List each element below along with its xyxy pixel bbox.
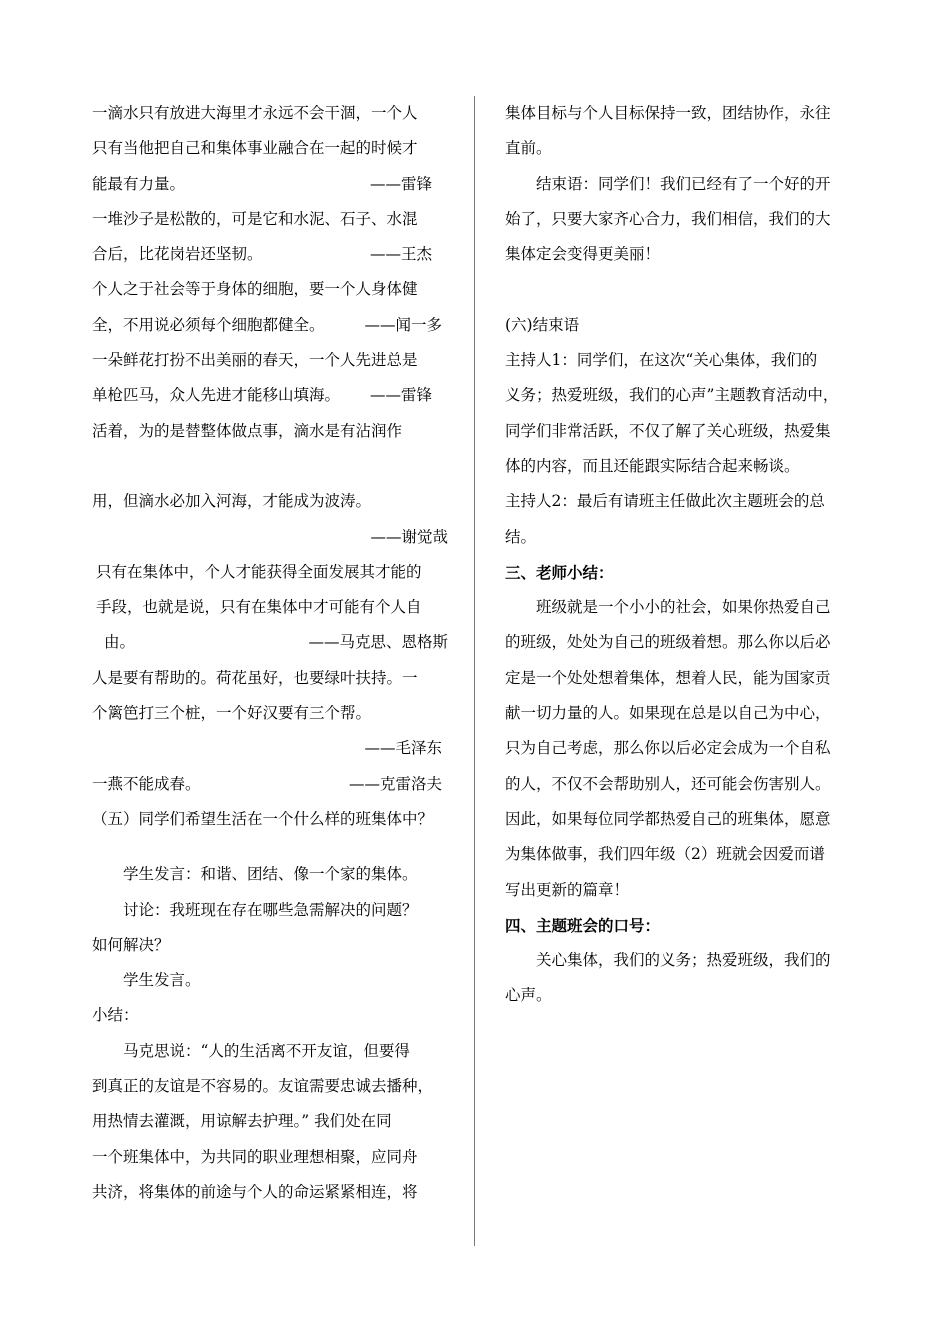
section-heading: 四、主题班会的口号：: [505, 915, 661, 935]
quote-author: ——雷锋: [369, 174, 432, 193]
quote-author: ——克雷洛夫: [348, 774, 442, 793]
quote-author: ——闻一多: [364, 315, 442, 334]
paragraph-line: 主持人2：最后有请班主任做此次主题班会的总: [505, 492, 825, 511]
paragraph-line: 学生发言：和谐、团结、像一个家的集体。: [123, 865, 418, 884]
paragraph-line: 结束语：同学们！我们已经有了一个好的开: [536, 174, 831, 193]
right-column: [505, 96, 865, 1014]
section-heading: (六)结束语: [505, 315, 580, 334]
quote-author: ——毛泽东: [364, 739, 442, 758]
paragraph-line: 马克思说：“人的生活离不开友谊，但要得: [123, 1041, 410, 1060]
paragraph-line: 为集体做事，我们四年级（2）班就会因爱而谱: [505, 845, 825, 864]
paragraph-line: 如何解决？: [92, 935, 170, 954]
paragraph-line: 用热情去灌溉，用谅解去护理。” 我们处在同: [92, 1112, 392, 1131]
section-heading: （五）同学们希望生活在一个什么样的班集体中？: [92, 809, 434, 828]
paragraph-line: 集体目标与个人目标保持一致，团结协作，永往: [505, 104, 831, 122]
spacer: [92, 837, 452, 857]
quote-line: 手段，也就是说，只有在集体中才可能有个人自: [96, 598, 422, 617]
quote-author: ——王杰: [369, 245, 432, 264]
paragraph-line: 写出更新的篇章！: [505, 880, 630, 899]
paragraph-line: 因此，如果每位同学都热爱自己的班集体，愿意: [505, 809, 831, 828]
paragraph-line: 的班级，处处为自己的班级着想。那么你以后必: [505, 633, 831, 652]
quote-author: ——雷锋: [369, 386, 432, 405]
paragraph-line: 只为自己考虑，那么你以后必定会成为一个自私: [505, 739, 831, 758]
quote-attribution-line: 单枪匹马，众人先进才能移山填海。 ——雷锋: [92, 378, 452, 413]
paragraph-line: 学生发言。: [123, 971, 201, 990]
quote-author: ——谢觉哉: [370, 527, 448, 546]
paragraph-line: 讨论：我班现在存在哪些急需解决的问题？: [123, 900, 418, 919]
quote-line: 一堆沙子是松散的，可是它和水泥、石子、水混: [92, 209, 418, 228]
quote-line: 只有当他把自己和集体事业融合在一起的时候才: [92, 139, 418, 158]
paragraph-line: 关心集体，我们的义务；热爱班级，我们的: [536, 951, 831, 970]
paragraph-line: 主持人1：同学们，在这次“关心集体，我们的: [505, 351, 818, 370]
paragraph-line: 义务；热爱班级，我们的心声”主题教育活动中，: [505, 386, 839, 405]
paragraph-line: 小结：: [92, 1006, 139, 1025]
quote-line: 一朵鲜花打扮不出美丽的春天，一个人先进总是: [92, 351, 418, 370]
paragraph-line: 同学们非常活跃，不仅了解了关心班级，热爱集: [505, 421, 831, 440]
quote-attribution-line: 能最有力量。 ——雷锋: [92, 167, 452, 202]
paragraph-line: 体的内容，而且还能跟实际结合起来畅谈。: [505, 456, 800, 475]
quote-attribution-line: 由。 ——马克思、恩格斯: [92, 625, 452, 660]
quote-attribution-line: 合后，比花岗岩还坚韧。 ——王杰: [92, 237, 452, 272]
paragraph-line: 一个班集体中，为共同的职业理想相聚，应同舟: [92, 1147, 418, 1166]
paragraph-line: 共济，将集体的前途与个人的命运紧紧相连，将: [92, 1182, 418, 1201]
paragraph-line: 定是一个处处想着集体，想着人民，能为国家贡: [505, 668, 831, 687]
quote-line: 用，但滴水必加入河海，才能成为波涛。: [92, 492, 372, 511]
paragraph-line: 始了，只要大家齐心合力，我们相信，我们的大: [505, 209, 831, 228]
quote-line: 个篱笆打三个桩，一个好汉要有三个帮。: [92, 704, 372, 723]
quote-line: 人是要有帮助的。荷花虽好，也要绿叶扶持。一: [92, 668, 418, 687]
paragraph-line: 献一切力量的人。如果现在总是以自己为中心，: [505, 704, 831, 723]
paragraph-line: 到真正的友谊是不容易的。友谊需要忠诚去播种，: [92, 1077, 434, 1096]
quote-attribution-line: 全，不用说必须每个细胞都健全。 ——闻一多: [92, 308, 452, 343]
quote-line: 一滴水只有放进大海里才永远不会干涸，一个人: [92, 104, 418, 122]
paragraph-line: 结。: [505, 527, 537, 546]
quote-line: 只有在集体中，个人才能获得全面发展其才能的: [96, 562, 422, 581]
paragraph-line: 直前。: [505, 139, 552, 158]
left-column: [92, 96, 452, 1210]
paragraph-line: 集体定会变得更美丽！: [505, 245, 661, 264]
paragraph-line: 心声。: [505, 986, 552, 1005]
paragraph-line: 班级就是一个小小的社会，如果你热爱自己: [536, 598, 831, 617]
paragraph-line: 的人，不仅不会帮助别人，还可能会伤害别人。: [505, 774, 831, 793]
spacer: [92, 449, 452, 484]
spacer: [505, 272, 865, 307]
column-divider: [474, 96, 475, 1246]
quote-author: ——马克思、恩格斯: [308, 633, 448, 652]
quote-line: 个人之于社会等于身体的细胞，要一个人身体健: [92, 280, 418, 299]
quote-line: 活着，为的是替整体做点事，滴水是有沾润作: [92, 421, 403, 440]
quote-attribution-line: 一燕不能成春。 ——克雷洛夫: [92, 767, 452, 802]
section-heading: 三、老师小结：: [505, 562, 614, 582]
